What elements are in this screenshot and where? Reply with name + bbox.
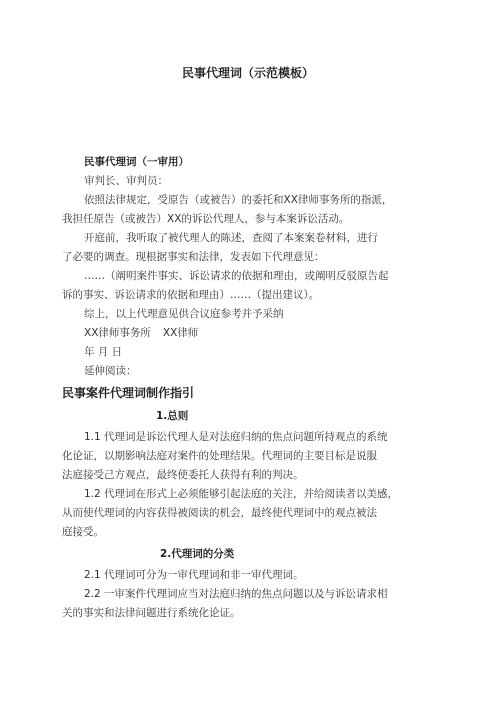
section-title-general: 1.总则: [156, 410, 189, 422]
paragraph-line: 庭接受。: [62, 526, 104, 538]
document-title: 民事代理词（示范模板）: [181, 66, 314, 80]
paragraph-line: 1.2 代理词在形式上必须能够引起法庭的关注，并给阅读者以美感，: [84, 488, 399, 500]
section-title-classification: 2.代理词的分类: [160, 548, 235, 560]
signature-lawyer: XX律师: [162, 327, 199, 339]
extended-reading-label: 延伸阅读：: [84, 365, 137, 377]
document-body: [62, 153, 440, 623]
paragraph-line: 法庭接受己方观点，最终使委托人获得有利的判决。: [62, 469, 304, 481]
signature-line: [62, 324, 440, 343]
paragraph-line: 从而使代理词的内容获得被阅读的机会，最终使代理词中的观点被法: [62, 507, 377, 519]
paragraph-line: 依照法律规定，受原告（或被告）的委托和XX律师事务所的指派，: [84, 194, 393, 206]
paragraph-line: 2.2 一审案件代理词应当对法庭归纳的焦点问题以及与诉讼请求相: [84, 588, 388, 600]
paragraph-line: 2.1 代理词可分为一审代理词和非一审代理词。: [84, 569, 304, 581]
paragraph-line: 了必要的调查。现根据事实和法律，发表如下代理意见：: [62, 251, 325, 263]
signature-firm: XX律师事务所: [84, 327, 151, 339]
guide-heading: 民事案件代理词制作指引: [62, 386, 195, 400]
date-line: 年 月 日: [84, 346, 123, 358]
paragraph-line: 化论证，以期影响法庭对案件的处理结果。代理词的主要目标是说服: [62, 450, 377, 462]
paragraph-line: 开庭前，我听取了被代理人的陈述，查阅了本案案卷材料，进行: [84, 232, 378, 244]
conclusion-line: 综上，以上代理意见供合议庭参考并予采纳: [84, 308, 284, 320]
paragraph-line: 我担任原告（或被告）XX的诉讼代理人，参与本案诉讼活动。: [62, 213, 350, 225]
paragraph-line: 诉的事实、诉讼请求的依据和理由）……（提出建议）。: [62, 289, 320, 301]
paragraph-line: ……（阐明案件事实、诉讼请求的依据和理由，或阐明反驳原告起: [84, 270, 389, 282]
section-heading-first-instance: 民事代理词（一审用）: [84, 156, 189, 168]
salutation: 审判长、审判员：: [84, 175, 168, 187]
paragraph-line: 关的事实和法律问题进行系统化论证。: [62, 607, 241, 619]
paragraph-line: 1.1 代理词是诉讼代理人是对法庭归纳的焦点问题所持观点的系统: [84, 431, 388, 443]
